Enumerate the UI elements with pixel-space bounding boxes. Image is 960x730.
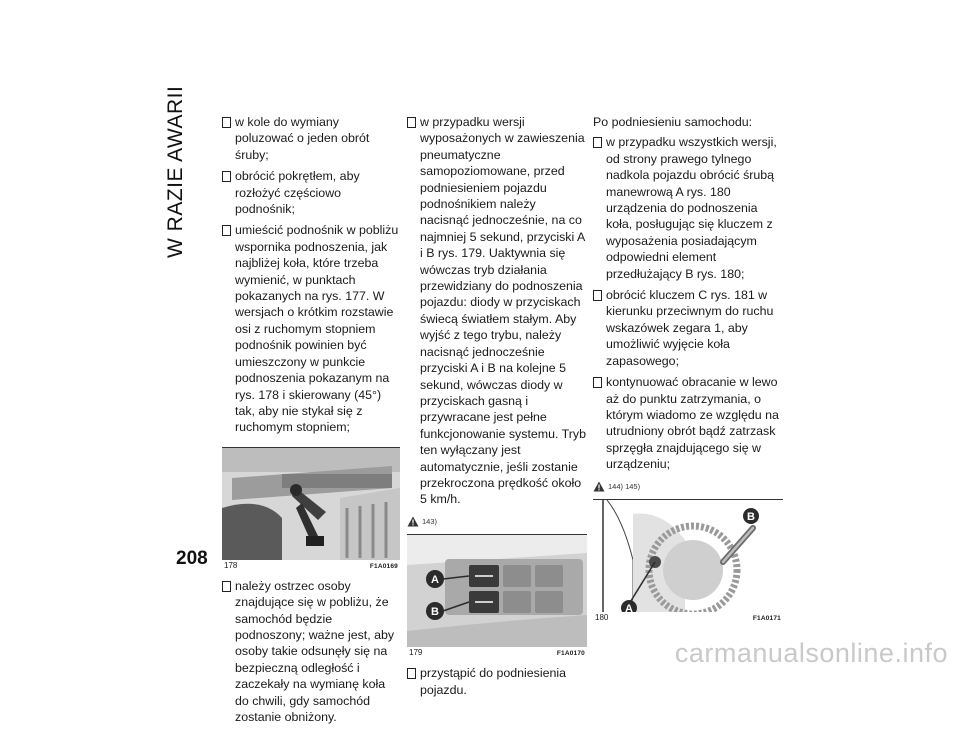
section-title-text: W RAZIE AWARII (164, 85, 187, 258)
warning-note (593, 479, 783, 495)
list-item: kontynuować obracanie w lewo aż do punktu zatrzymania, o którym wiadomo ze względu na utrudniony obrót bądź zatrzask sprzęgła znajdującego się w urządzeniu; (593, 374, 783, 472)
column-3 (593, 114, 783, 622)
jack-under-vehicle-illustration (222, 448, 400, 560)
warning-triangle-icon (407, 516, 419, 527)
figure-caption (407, 647, 587, 657)
list-item: w kole do wymiany poluzować o jeden obrót śruby; (222, 114, 400, 163)
list-item: obrócić kluczem C rys. 181 w kierunku przeciwnym do ruchu wskazówek zegara 1, aby umożliwić wyjęcie koła zapasowego; (593, 287, 783, 369)
list-item: umieścić podnośnik w pobliżu wspornika podnoszenia, jak najbliżej koła, które trzeba wymienić, w punktach pokazanych na rys. 177. W wersjach o krótkim rozstawie osi z ruchomym stopniem podnośnik powinien być umieszczony w punkcie podnoszenia pokazanym na rys. 178 i skierowany (45°) tak, aby nie stykał się z ruchomym stopniem; (222, 222, 400, 435)
column-1 (222, 114, 400, 730)
page-number: 208 (176, 548, 208, 569)
list-item: obrócić pokrętłem, aby rozłożyć częściowo podnośnik; (222, 168, 400, 217)
figure-code: F1A0169 (369, 562, 398, 570)
warning-note-ref: 143) (422, 516, 438, 526)
spare-wheel-winch-illustration (593, 500, 783, 612)
list-item: w przypadku wszystkich wersji, od strony prawego tylnego nadkola pojazdu obrócić śrubą manewrową A rys. 180 urządzenia do podnoszenia koła, posługując się kluczem z wyposażenia posiadającym odpowiedni element przedłużający B rys. 180; (593, 134, 783, 282)
figure-code: F1A0170 (556, 650, 585, 658)
watermark: carmanualsonline.info (674, 638, 948, 668)
figure-180 (593, 499, 783, 622)
figure-number: 178 (224, 560, 238, 570)
figure-caption (593, 612, 783, 622)
list-item: należy ostrzec osoby znajdujące się w pobliżu, że samochód będzie podnoszony; ważne jest, aby osoby takie odsunęły się na bezpieczną odległość i zaczekały na wymianę koła do chwili, gdy samochód zostanie obniżony. (222, 578, 400, 726)
figure-number: 179 (409, 648, 423, 658)
figure-179 (407, 534, 587, 657)
label-b: B (747, 510, 755, 523)
list-item: przystąpić do podniesienia pojazdu. (407, 665, 587, 698)
intro-text: Po podniesieniu samochodu: (593, 115, 753, 129)
figure-code: F1A0171 (752, 614, 781, 622)
label-a: A (431, 574, 439, 587)
column-2 (407, 114, 587, 703)
warning-triangle-icon (593, 481, 605, 492)
list-item: w przypadku wersji wyposażonych w zawieszenia pneumatyczne samopoziomowane, przed podniesieniem pojazdu podnośnikiem należy nacisnąć jednocześnie, na co najmniej 5 sekund, przyciski A i B rys. 179. Uaktywnia się wówczas tryb działania przewidziany do podnoszenia pojazdu: diody w przyciskach świecą światłem stałym. Aby wyjść z tego trybu, należy nacisnąć jednocześnie przyciski A i B na kolejne 5 sekund, wówczas diody w przyciskach gasną i przywracane jest pełne funkcjonowanie systemu. Tryb ten wyłączany jest automatycznie, jeśli zostanie przekroczona prędkość około 5 km/h. (407, 114, 587, 508)
warning-note (407, 514, 587, 530)
warning-note-ref: 144) 145) (608, 481, 641, 491)
figure-178 (222, 447, 400, 570)
suspension-buttons-illustration (407, 535, 587, 647)
figure-caption (222, 560, 400, 570)
figure-number: 180 (595, 612, 609, 622)
label-b: B (431, 606, 439, 619)
label-a: A (625, 602, 633, 612)
